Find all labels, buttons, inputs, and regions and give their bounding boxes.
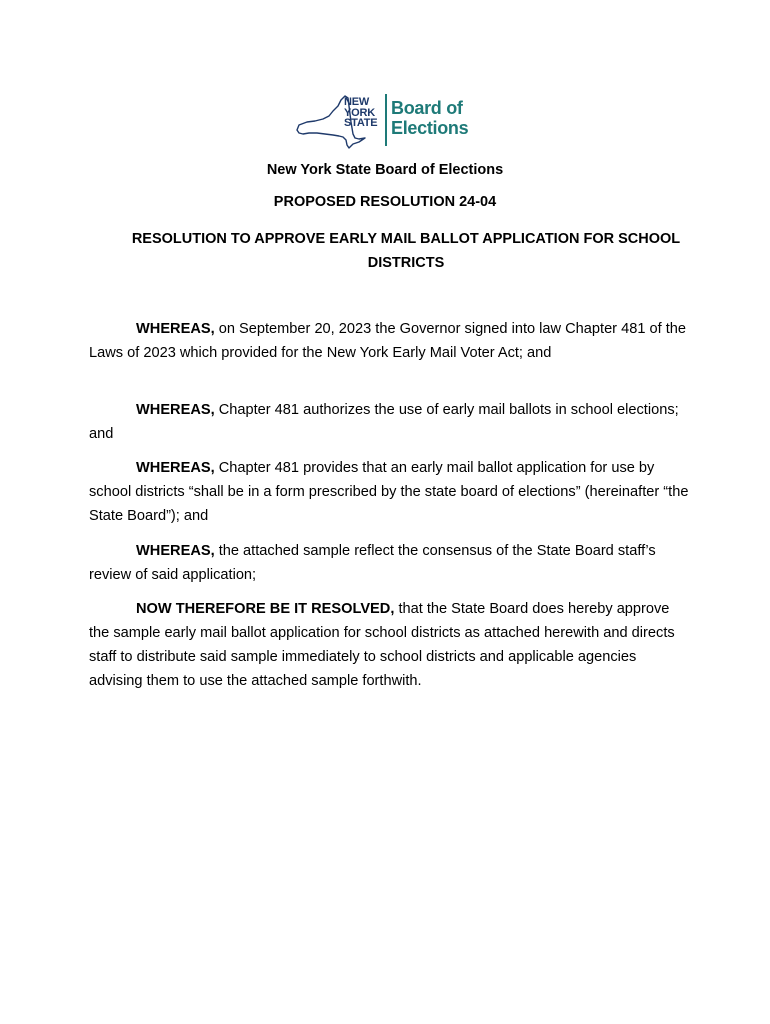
paragraph-lead: WHEREAS, [136,543,215,559]
logo-board-line: Elections [391,118,469,138]
paragraph-lead: WHEREAS, [136,321,215,337]
paragraph-text: that the State Board does hereby approve the sample early mail ballot application for school districts as attached herewith and directs staff to distribute said sample immediately to school districts and applicable agencies advising them to use the attached sample forthwith. [89,601,675,689]
logo-state-line: YORK [344,106,375,119]
paragraph-text: on September 20, 2023 the Governor signed into law Chapter 481 of the Laws of 2023 which provided for the New York Early Mail Voter Act; and [89,321,687,361]
resolution-number: PROPOSED RESOLUTION 24-04 [273,194,497,210]
resolved-paragraph [89,597,689,693]
logo-state-line: NEW [344,96,370,108]
agency-heading: New York State Board of Elections [266,162,504,178]
whereas-paragraph [89,539,689,587]
paragraph-lead: NOW THEREFORE BE IT RESOLVED, [136,601,395,617]
nys-board-of-elections-logo [293,92,478,150]
paragraph-lead: WHEREAS, [136,460,215,476]
new-york-state-wordmark [344,97,377,129]
resolution-title: RESOLUTION TO APPROVE EARLY MAIL BALLOT APPLICATION FOR SCHOOL DISTRICTS [131,231,681,271]
paragraph-text: the attached sample reflect the consensus of the State Board staff’s review of said application; [89,543,656,583]
paragraph-text: Chapter 481 provides that an early mail ballot application for use by school districts “shall be in a form prescribed by the state board of elections” (hereinafter “the State Board”); and [89,460,689,524]
paragraph-text: Chapter 481 authorizes the use of early mail ballots in school elections; and [89,402,679,442]
board-of-elections-wordmark [391,98,468,138]
whereas-paragraph [89,456,689,528]
logo-state-line: STATE [344,117,378,129]
logo-board-line: Board of [391,98,463,118]
paragraph-lead: WHEREAS, [136,402,215,418]
logo-divider [385,94,387,146]
whereas-paragraph [89,317,689,365]
whereas-paragraph [89,398,689,446]
